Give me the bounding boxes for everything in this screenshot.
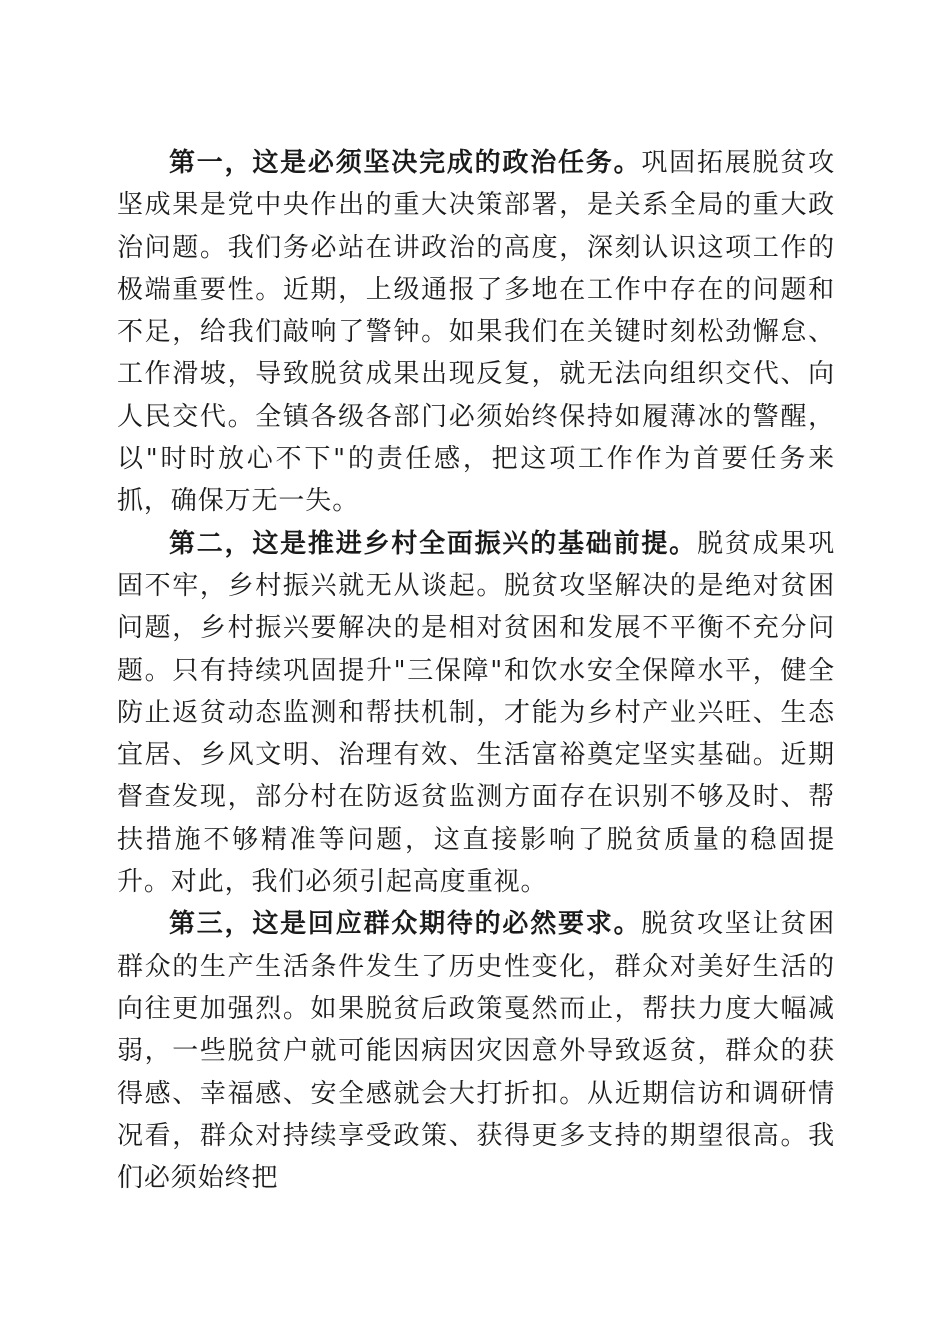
paragraph-lead: 第二，这是推进乡村全面振兴的基础前提。 bbox=[169, 528, 697, 559]
paragraph-lead: 第三，这是回应群众期待的必然要求。 bbox=[169, 909, 642, 940]
paragraph-text: 巩固拓展脱贫攻坚成果是党中央作出的重大决策部署，是关系全局的重大政治问题。我们务必站在讲政治的高度，深刻认识这项工作的极端重要性。近期，上级通报了多地在工作中存在的问题和不足，给我们敲响了警钟。如果我们在关键时刻松劲懈怠、工作滑坡，导致脱贫成果出现反复，就无法向组织交代、向人民交代。全镇各级各部门必须始终保持如履薄冰的警醒，以"时时放心不下"的责任感，把这项工作作为首要任务来抓，确保万无一失。 bbox=[117, 148, 835, 517]
paragraph-second bbox=[117, 523, 835, 904]
paragraph-text: 脱贫成果巩固不牢，乡村振兴就无从谈起。脱贫攻坚解决的是绝对贫困问题，乡村振兴要解决的是相对贫困和发展不平衡不充分问题。只有持续巩固提升"三保障"和饮水安全保障水平，健全防止返贫动态监测和帮扶机制，才能为乡村产业兴旺、生态宜居、乡风文明、治理有效、生活富裕奠定坚实基础。近期督查发现，部分村在防返贫监测方面存在识别不够及时、帮扶措施不够精准等问题，这直接影响了脱贫质量的稳固提升。对此，我们必须引起高度重视。 bbox=[117, 528, 835, 898]
document-body bbox=[117, 142, 835, 1199]
paragraph-text: 脱贫攻坚让贫困群众的生产生活条件发生了历史性变化，群众对美好生活的向往更加强烈。如果脱贫后政策戛然而止，帮扶力度大幅减弱，一些脱贫户就可能因病因灾因意外导致返贫，群众的获得感、幸福感、安全感就会大打折扣。从近期信访和调研情况看，群众对持续享受政策、获得更多支持的期望很高。我们必须始终把 bbox=[117, 909, 835, 1194]
paragraph-third bbox=[117, 903, 835, 1199]
paragraph-first bbox=[117, 142, 835, 523]
paragraph-lead: 第一，这是必须坚决完成的政治任务。 bbox=[169, 148, 642, 178]
